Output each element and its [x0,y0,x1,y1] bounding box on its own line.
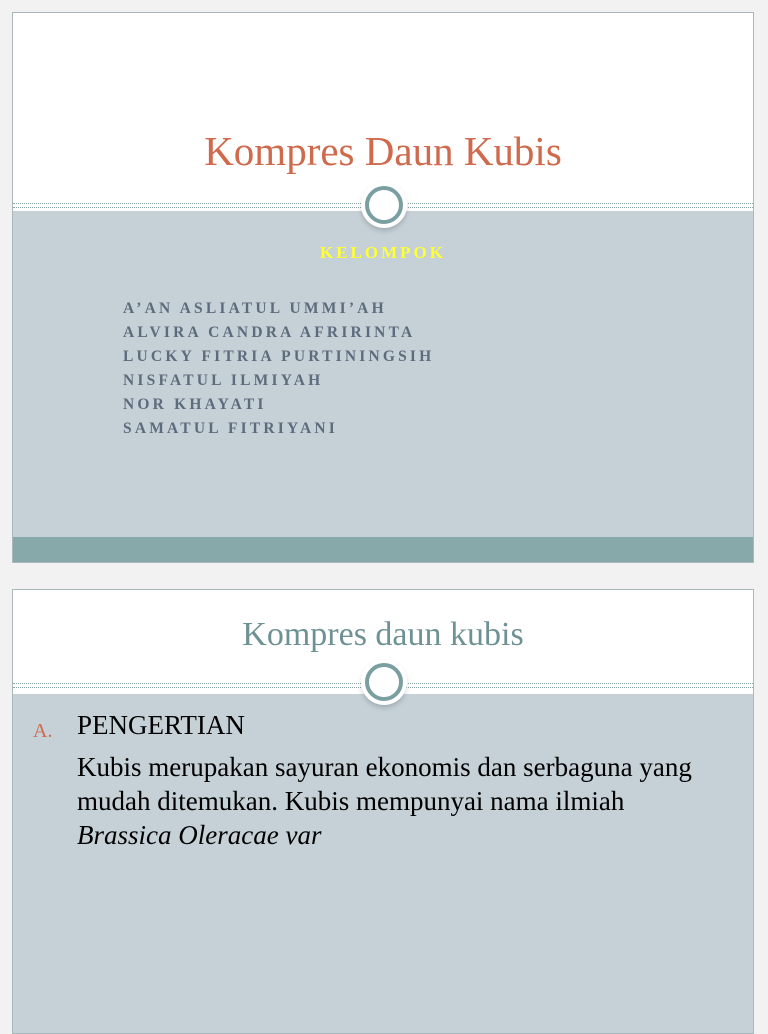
paragraph-text: Kubis merupakan sayuran ekonomis dan serbaguna yang mudah ditemukan. Kubis mempunyai nama ilmiah [77,752,692,816]
group-label: KELOMPOK [320,243,446,262]
definition-paragraph [77,750,717,852]
member-name: SAMATUL FITRIYANI [123,420,339,437]
section-heading: PENGERTIAN [77,710,245,740]
ring-ornament-icon [365,663,403,701]
member-name: NOR KHAYATI [123,396,267,413]
section-marker: A. [33,720,53,742]
ring-ornament-icon [365,186,403,224]
member-name: A’AN ASLIATUL UMMI’AH [123,300,387,317]
member-list [123,297,434,441]
member-name: ALVIRA CANDRA AFRIRINTA [123,324,416,341]
slide-2-title: Kompres daun kubis [242,616,524,653]
member-name: LUCKY FITRIA PURTININGSIH [123,348,435,365]
member-name: NISFATUL ILMIYAH [123,372,324,389]
slide-2 [12,589,754,1034]
slide-1-title: Kompres Daun Kubis [204,128,562,174]
scientific-name: Brassica Oleracae var [77,820,322,850]
footer-bar [13,537,753,563]
content-band [13,694,753,1033]
subtitle-band [13,211,753,537]
slide-1 [12,12,754,563]
